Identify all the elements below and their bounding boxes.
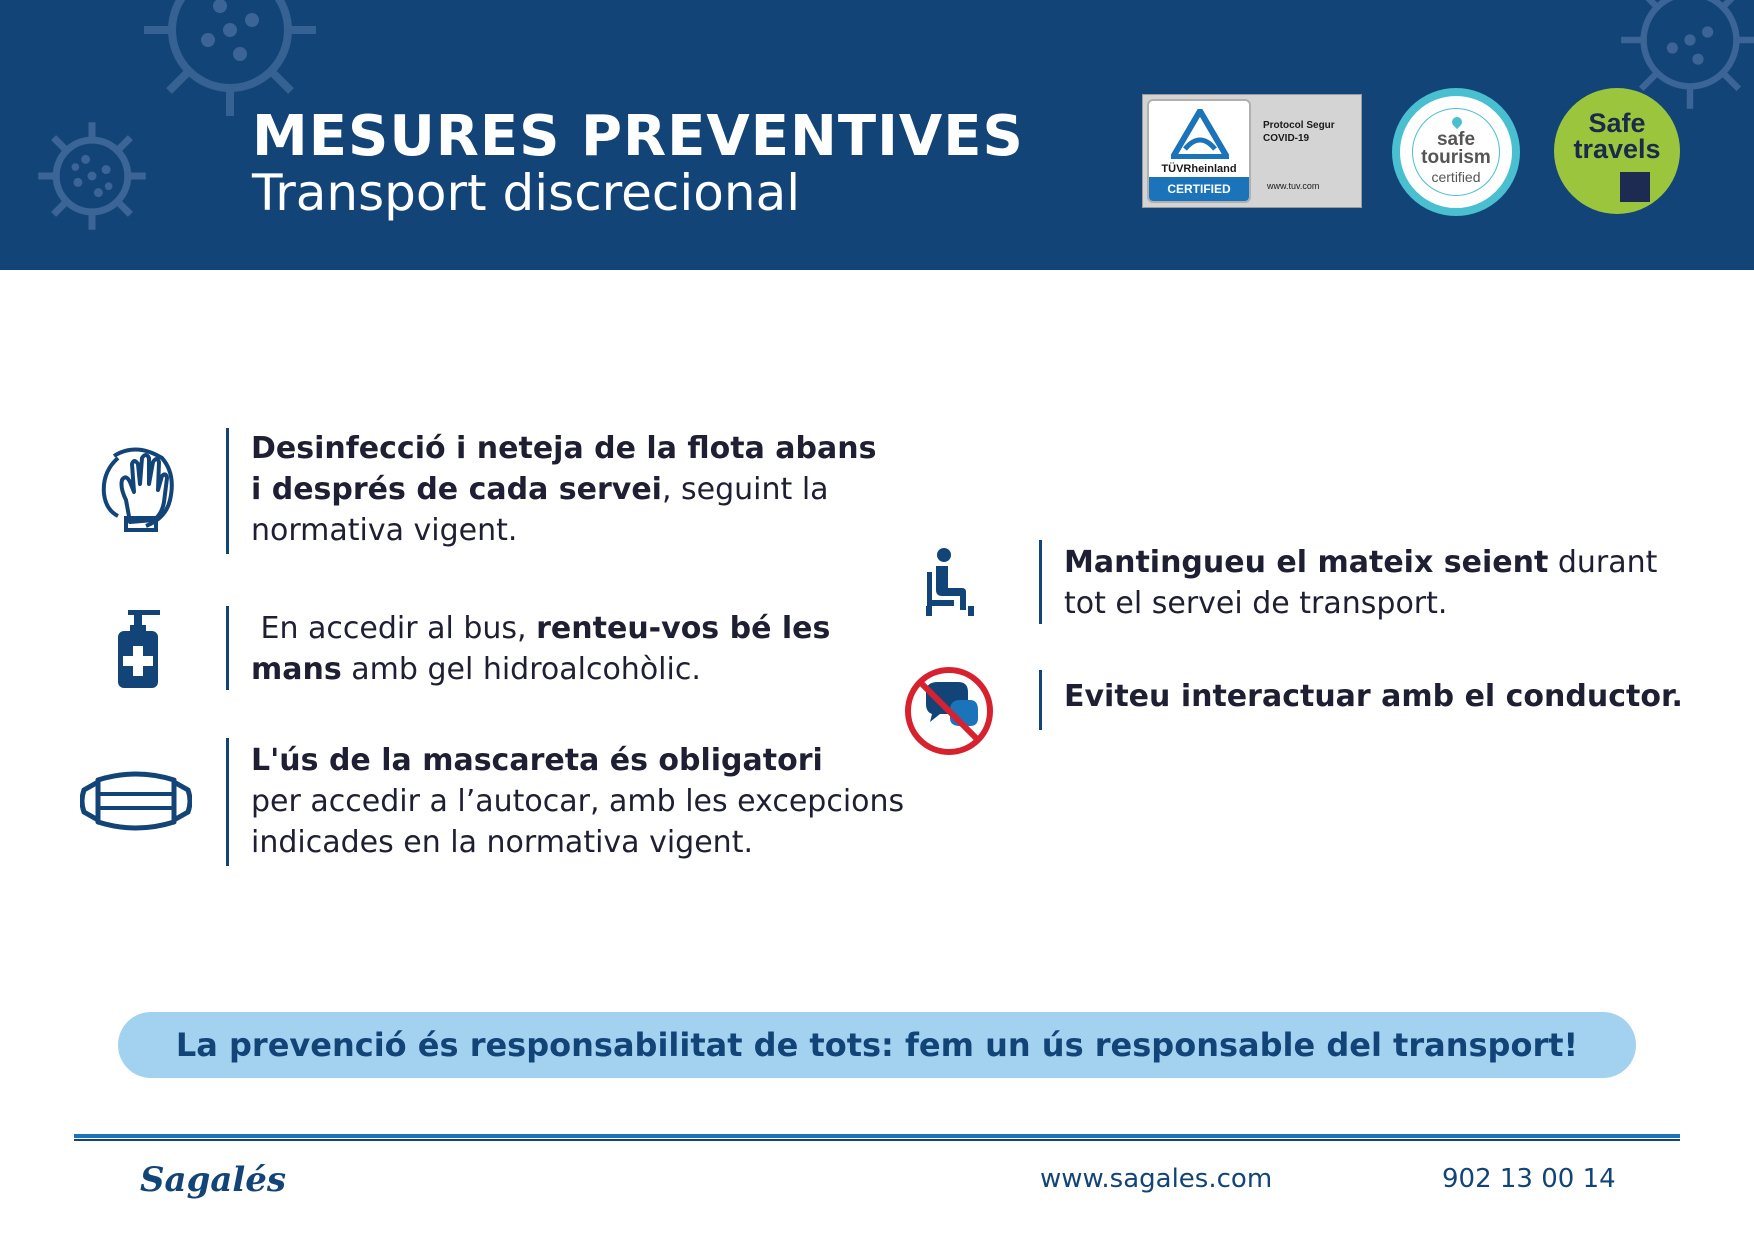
sagales-logo: Sagalés — [140, 1160, 287, 1200]
wttc-logo — [1620, 172, 1650, 202]
measure-regular-text: En accedir al bus, — [251, 611, 537, 646]
prevention-banner: La prevenció és responsabilitat de tots: fem un ús responsable del transport! — [118, 1012, 1636, 1078]
measure-line — [251, 822, 911, 863]
measure-text — [1064, 542, 1704, 624]
measure-line — [251, 740, 911, 781]
safe-tourism-badge — [1392, 88, 1520, 216]
measure-line — [1064, 542, 1704, 583]
measure-line — [251, 781, 911, 822]
footer-website-link[interactable]: www.sagales.com — [1040, 1164, 1273, 1194]
measure-line — [251, 608, 891, 649]
page-title: MESURES PREVENTIVES — [252, 104, 1024, 169]
safe-travels-line: travels — [1573, 134, 1661, 164]
tuv-brand-label: TÜVRheinland — [1161, 163, 1237, 175]
measure-text — [1064, 676, 1744, 717]
measure-bold-text: L'ús de la mascareta és obligatori — [251, 743, 823, 778]
footer-divider — [74, 1134, 1680, 1138]
footer-phone: 902 13 00 14 — [1442, 1164, 1616, 1194]
divider-line — [1039, 670, 1042, 730]
safe-tourism-line: certified — [1431, 169, 1481, 185]
measure-line — [251, 428, 891, 469]
drop-icon — [1450, 115, 1464, 129]
measure-text — [251, 428, 891, 551]
header-banner — [0, 0, 1754, 270]
hand-sanitizer-icon — [112, 610, 166, 688]
safe-tourism-seal — [1412, 108, 1500, 196]
measure-bold-text: Eviteu interactuar amb el conductor. — [1064, 679, 1683, 714]
footer-divider — [74, 1139, 1680, 1141]
safe-tourism-line: tourism — [1421, 147, 1491, 168]
measure-regular-text: durant — [1548, 545, 1658, 580]
tuv-protocol-line: COVID-19 — [1263, 133, 1310, 144]
measure-line — [1064, 676, 1744, 717]
virus-decoration-icon — [28, 112, 156, 240]
divider-line — [226, 428, 229, 554]
divider-line — [226, 606, 229, 690]
measure-bold-text: Mantingueu el mateix seient — [1064, 545, 1549, 580]
measure-line — [251, 649, 891, 690]
safe-travels-line: Safe — [1588, 108, 1646, 138]
tuv-certification-badge — [1142, 94, 1362, 208]
measure-regular-text: amb gel hidroalcohòlic. — [341, 652, 701, 687]
measure-line — [251, 510, 891, 551]
no-talking-icon — [904, 666, 994, 756]
disinfect-glove-icon — [96, 444, 178, 532]
tuv-triangle-icon — [1171, 109, 1229, 159]
tuv-protocol-text — [1263, 119, 1359, 145]
measure-line — [1064, 583, 1704, 624]
measure-regular-text: tot el servei de transport. — [1064, 586, 1448, 621]
measure-bold-text: i després de cada servei — [251, 472, 662, 507]
measure-bold-text: renteu-vos bé les — [536, 611, 831, 646]
divider-line — [226, 738, 229, 866]
measure-bold-text: Desinfecció i neteja de la flota abans — [251, 431, 877, 466]
measure-bold-text: mans — [251, 652, 342, 687]
safe-travels-badge — [1554, 88, 1680, 214]
measure-regular-text: per accedir a l’autocar, amb les excepcions — [251, 784, 905, 819]
page-subtitle: Transport discrecional — [252, 164, 801, 222]
face-mask-icon — [80, 770, 192, 832]
measure-line — [251, 469, 891, 510]
measure-regular-text: indicades en la normativa vigent. — [251, 825, 753, 860]
tuv-logo — [1147, 99, 1251, 203]
divider-line — [1039, 540, 1042, 624]
tuv-certified-label: CERTIFIED — [1149, 177, 1249, 201]
measure-text — [251, 608, 891, 690]
measure-text — [251, 740, 911, 863]
seated-person-icon — [924, 548, 974, 618]
safe-tourism-line: safe — [1436, 129, 1476, 150]
measure-regular-text: , seguint la — [661, 472, 829, 507]
measure-regular-text: normativa vigent. — [251, 513, 518, 548]
tuv-protocol-line: Protocol Segur — [1263, 120, 1335, 131]
tuv-website: www.tuv.com — [1267, 181, 1320, 191]
